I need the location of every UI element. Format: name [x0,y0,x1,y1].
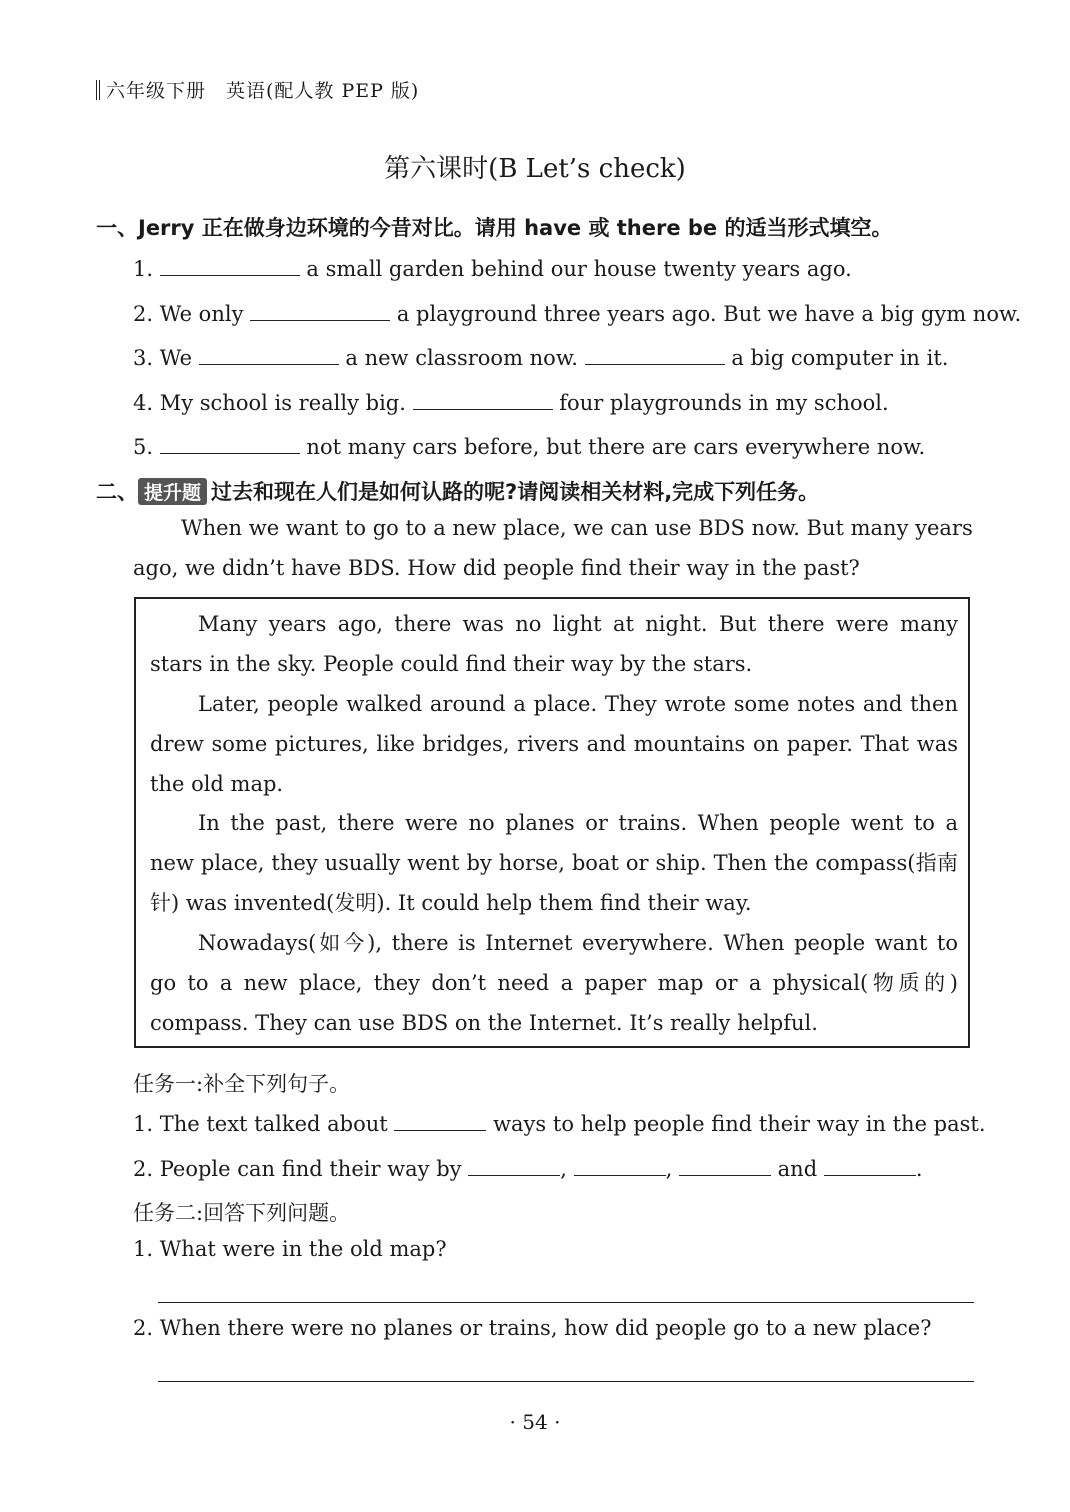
header-text: 六年级下册 英语(配人教 PEP 版) [106,80,420,102]
section2-heading-text: 过去和现在人们是如何认路的呢?请阅读相关材料,完成下列任务。 [211,480,820,504]
page-number: · 54 · [509,1410,561,1434]
passage-paragraph: Nowadays(如今), there is Internet everywhere. When people want to go to a new place, they don’t need a paper map or a physical(物质的) compass. They can use BDS on the Internet. It’s really helpful. [150,931,958,1035]
s1-item-2 [133,300,1021,326]
question-text: ways to help people find their way in the past. [493,1112,986,1136]
item-text: a playground three years ago. But we have a big gym now. [396,302,1022,326]
item-text: a small garden behind our house twenty years ago. [306,257,852,281]
answer-line[interactable] [158,1302,974,1303]
task2-q2: 2. When there were no planes or trains, how did people go to a new place? [133,1316,932,1340]
section2-heading [96,476,819,506]
passage-paragraph: Later, people walked around a place. They wrote some notes and then drew some pictures, like bridges, rivers and mountains on paper. That was the old map. [150,692,958,796]
question-text: 1. The text talked about [133,1112,388,1136]
question-text: and [777,1157,818,1181]
s1-item-4 [133,389,889,415]
fill-blank[interactable] [679,1155,771,1176]
item-number: 5. [133,435,154,459]
item-number: 2. We only [133,302,244,326]
difficulty-badge: 提升题 [138,478,207,505]
fill-blank[interactable] [199,344,339,365]
answer-line[interactable] [158,1381,974,1382]
fill-blank[interactable] [160,255,300,276]
task1-q1 [133,1110,986,1136]
comma: , [560,1157,567,1181]
item-text: four playgrounds in my school. [559,391,889,415]
task2-q1: 1. What were in the old map? [133,1237,447,1261]
passage-paragraph: In the past, there were no planes or trains. When people went to a new place, they usually went by horse, boat or ship. Then the compass(指南针) was invented(发明). It could help them find their way. [150,811,958,915]
fill-blank[interactable] [585,344,725,365]
section1-heading: 一、Jerry 正在做身边环境的今昔对比。请用 have 或 there be 的适当形式填空。 [96,216,893,240]
fill-blank[interactable] [394,1110,486,1131]
item-number: 3. We [133,346,193,370]
period: . [915,1157,923,1181]
item-number: 1. [133,257,154,281]
fill-blank[interactable] [574,1155,666,1176]
intro-line-1: When we want to go to a new place, we can use BDS now. But many years [181,516,973,540]
fill-blank[interactable] [160,433,300,454]
fill-blank[interactable] [824,1155,916,1176]
s1-item-3 [133,344,948,370]
fill-blank[interactable] [468,1155,560,1176]
item-text: a new classroom now. [345,346,578,370]
question-text: 2. People can find their way by [133,1157,462,1181]
passage-paragraph: Many years ago, there was no light at night. But there were many stars in the sky. People could find their way by the stars. [150,612,958,676]
task1-title: 任务一:补全下列句子。 [133,1072,351,1096]
section2-prefix: 二、 [96,480,138,504]
task2-title: 任务二:回答下列问题。 [133,1201,351,1225]
header-bar-icon [96,80,100,100]
fill-blank[interactable] [413,389,553,410]
s1-item-1 [133,255,852,281]
page-title: 第六课时(B Let’s check) [384,154,686,184]
s1-item-5 [133,433,925,459]
intro-line-2: ago, we didn’t have BDS. How did people find their way in the past? [133,556,860,580]
item-text: not many cars before, but there are cars everywhere now. [306,435,926,459]
comma: , [665,1157,673,1181]
fill-blank[interactable] [250,300,390,321]
item-number: 4. My school is really big. [133,391,406,415]
item-text: a big computer in it. [731,346,949,370]
running-header [96,76,419,103]
task1-q2 [133,1155,923,1181]
